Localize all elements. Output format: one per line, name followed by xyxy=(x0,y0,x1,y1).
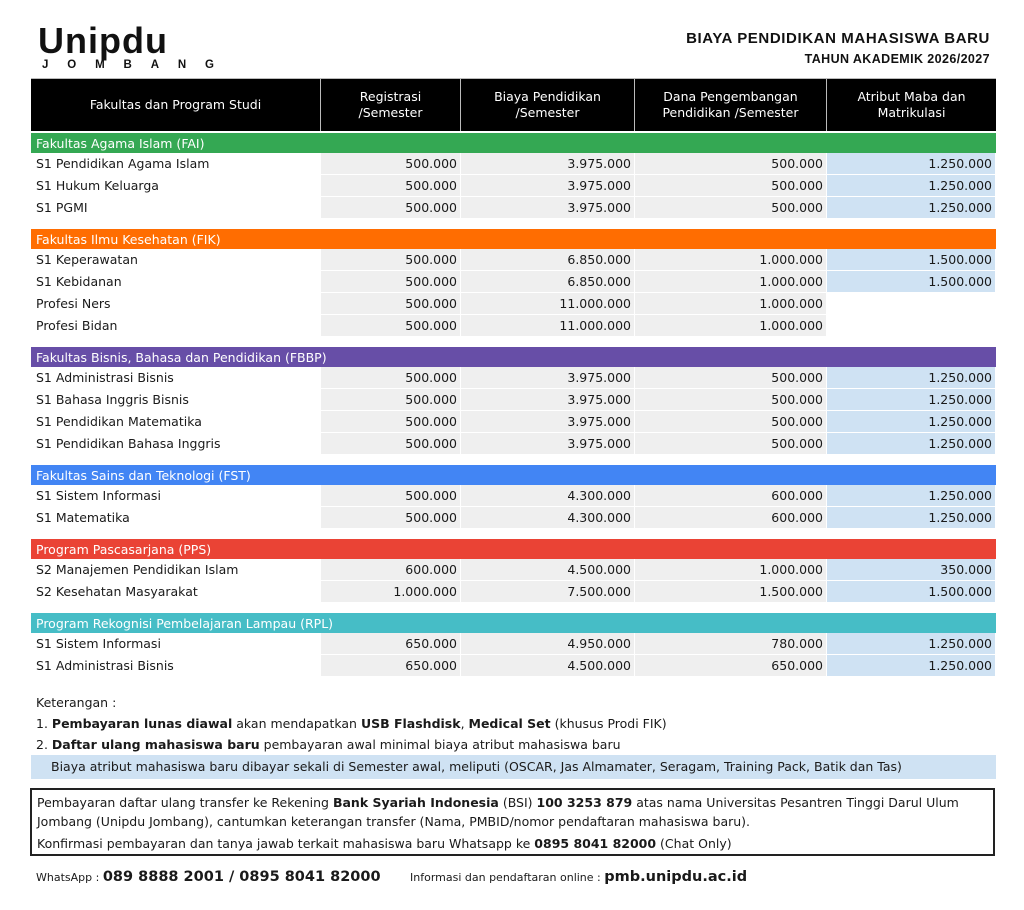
dana-value: 500.000 xyxy=(635,175,827,197)
biaya-value: 11.000.000 xyxy=(461,293,635,315)
atribut-value: 1.250.000 xyxy=(827,197,996,219)
program-name: Profesi Bidan xyxy=(31,315,321,337)
table-row xyxy=(31,389,996,411)
faculty-name: Program Rekognisi Pembelajaran Lampau (RPL) xyxy=(31,611,996,633)
atribut-value: 1.250.000 xyxy=(827,485,996,507)
table-row xyxy=(31,271,996,293)
col-header-atribut: Atribut Maba dan Matrikulasi xyxy=(827,78,996,131)
registrasi-value: 500.000 xyxy=(321,175,461,197)
academic-year: TAHUN AKADEMIK 2026/2027 xyxy=(804,52,990,66)
atribut-value: 1.500.000 xyxy=(827,271,996,293)
atribut-value xyxy=(827,293,996,315)
spacer-row xyxy=(31,529,996,537)
atribut-value: 1.250.000 xyxy=(827,655,996,677)
biaya-value: 11.000.000 xyxy=(461,315,635,337)
atribut-value: 1.250.000 xyxy=(827,411,996,433)
logo-letter: M xyxy=(95,59,105,71)
dana-value: 500.000 xyxy=(635,367,827,389)
program-name: S1 Sistem Informasi xyxy=(31,485,321,507)
table-row xyxy=(31,367,996,389)
table-row xyxy=(31,581,996,603)
atribut-value: 1.250.000 xyxy=(827,389,996,411)
registrasi-value: 500.000 xyxy=(321,433,461,455)
program-name: S1 Pendidikan Bahasa Inggris xyxy=(31,433,321,455)
atribut-value: 1.250.000 xyxy=(827,433,996,455)
program-name: S1 Matematika xyxy=(31,507,321,529)
biaya-value: 3.975.000 xyxy=(461,175,635,197)
program-name: S2 Kesehatan Masyarakat xyxy=(31,581,321,603)
registrasi-value: 650.000 xyxy=(321,633,461,655)
biaya-value: 7.500.000 xyxy=(461,581,635,603)
dana-value: 1.000.000 xyxy=(635,559,827,581)
biaya-value: 6.850.000 xyxy=(461,271,635,293)
program-name: S1 PGMI xyxy=(31,197,321,219)
atribut-value: 1.250.000 xyxy=(827,175,996,197)
faculty-header-row xyxy=(31,463,996,485)
registration-info: Informasi dan pendaftaran online : pmb.unipdu.ac.id xyxy=(410,869,748,885)
payment-instructions: Pembayaran daftar ulang transfer ke Rekening Bank Syariah Indonesia (BSI) 100 3253 879 atas nama Universitas Pesantren Tinggi Darul Ulum Jombang (Unipdu Jombang), cantumkan keterangan transfer (Nama, PMBID/nomor pendaftaran mahasiswa baru). xyxy=(37,795,959,829)
atribut-value: 1.500.000 xyxy=(827,249,996,271)
biaya-value: 3.975.000 xyxy=(461,153,635,175)
program-name: S1 Hukum Keluarga xyxy=(31,175,321,197)
fee-table-body xyxy=(31,131,996,677)
program-name: S1 Keperawatan xyxy=(31,249,321,271)
dana-value: 1.000.000 xyxy=(635,271,827,293)
col-header-program: Fakultas dan Program Studi xyxy=(31,78,321,131)
logo-letter: O xyxy=(67,59,77,71)
program-name: S1 Sistem Informasi xyxy=(31,633,321,655)
registrasi-value: 500.000 xyxy=(321,293,461,315)
table-row xyxy=(31,315,996,337)
table-row xyxy=(31,175,996,197)
col-header-registrasi: Registrasi /Semester xyxy=(321,78,461,131)
spacer-row xyxy=(31,603,996,611)
unipdu-logo xyxy=(38,20,220,71)
whatsapp-contact: WhatsApp : 089 8888 2001 / 0895 8041 82000 xyxy=(36,869,381,885)
table-row xyxy=(31,293,996,315)
spacer-row xyxy=(31,455,996,463)
fee-table xyxy=(31,78,996,677)
biaya-value: 3.975.000 xyxy=(461,411,635,433)
registrasi-value: 500.000 xyxy=(321,197,461,219)
bank-account-number: 100 3253 879 xyxy=(536,795,633,810)
biaya-value: 3.975.000 xyxy=(461,433,635,455)
col-header-dana: Dana Pengembangan Pendidikan /Semester xyxy=(635,78,827,131)
registrasi-value: 650.000 xyxy=(321,655,461,677)
biaya-value: 4.300.000 xyxy=(461,485,635,507)
program-name: S1 Pendidikan Agama Islam xyxy=(31,153,321,175)
registrasi-value: 500.000 xyxy=(321,367,461,389)
faculty-header-row xyxy=(31,227,996,249)
registrasi-value: 500.000 xyxy=(321,411,461,433)
program-name: S1 Bahasa Inggris Bisnis xyxy=(31,389,321,411)
atribut-value: 1.250.000 xyxy=(827,367,996,389)
payment-info-box xyxy=(30,788,995,856)
page-title-block xyxy=(686,30,990,66)
logo-letter: J xyxy=(42,59,49,71)
registrasi-value: 1.000.000 xyxy=(321,581,461,603)
table-row xyxy=(31,485,996,507)
biaya-value: 6.850.000 xyxy=(461,249,635,271)
table-row xyxy=(31,411,996,433)
faculty-name: Program Pascasarjana (PPS) xyxy=(31,537,996,559)
spacer-row xyxy=(31,337,996,345)
dana-value: 600.000 xyxy=(635,485,827,507)
table-header-row xyxy=(31,78,996,131)
logo-letter: G xyxy=(205,59,214,71)
faculty-name: Fakultas Bisnis, Bahasa dan Pendidikan (FBBP) xyxy=(31,345,996,367)
registrasi-value: 500.000 xyxy=(321,507,461,529)
dana-value: 780.000 xyxy=(635,633,827,655)
col-header-biaya: Biaya Pendidikan /Semester xyxy=(461,78,635,131)
table-row xyxy=(31,507,996,529)
faculty-header-row xyxy=(31,611,996,633)
program-name: S2 Manajemen Pendidikan Islam xyxy=(31,559,321,581)
biaya-value: 4.500.000 xyxy=(461,655,635,677)
note-item-2: 2. Daftar ulang mahasiswa baru pembayaran awal minimal biaya atribut mahasiswa baru xyxy=(36,737,621,752)
biaya-value: 3.975.000 xyxy=(461,389,635,411)
table-row xyxy=(31,249,996,271)
dana-value: 500.000 xyxy=(635,197,827,219)
registrasi-value: 500.000 xyxy=(321,153,461,175)
dana-value: 600.000 xyxy=(635,507,827,529)
program-name: S1 Administrasi Bisnis xyxy=(31,655,321,677)
atribut-value: 1.250.000 xyxy=(827,633,996,655)
faculty-name: Fakultas Agama Islam (FAI) xyxy=(31,131,996,153)
atribut-value: 350.000 xyxy=(827,559,996,581)
dana-value: 650.000 xyxy=(635,655,827,677)
atribut-value: 1.250.000 xyxy=(827,507,996,529)
table-row xyxy=(31,197,996,219)
program-name: S1 Pendidikan Matematika xyxy=(31,411,321,433)
dana-value: 1.500.000 xyxy=(635,581,827,603)
biaya-value: 3.975.000 xyxy=(461,197,635,219)
atribut-value: 1.500.000 xyxy=(827,581,996,603)
logo-wordmark: Unipdu xyxy=(38,20,168,61)
program-name: Profesi Ners xyxy=(31,293,321,315)
table-row xyxy=(31,633,996,655)
logo-letter: A xyxy=(150,59,160,71)
table-row xyxy=(31,153,996,175)
notes-heading: Keterangan : xyxy=(36,695,117,710)
payment-confirmation: Konfirmasi pembayaran dan tanya jawab terkait mahasiswa baru Whatsapp ke 0895 8041 82000 (Chat Only) xyxy=(37,836,732,851)
biaya-value: 4.300.000 xyxy=(461,507,635,529)
registrasi-value: 600.000 xyxy=(321,559,461,581)
whatsapp-numbers: 089 8888 2001 / 0895 8041 82000 xyxy=(102,869,381,885)
atribut-value: 1.250.000 xyxy=(827,153,996,175)
dana-value: 500.000 xyxy=(635,411,827,433)
notes-section xyxy=(31,692,996,779)
faculty-header-row xyxy=(31,537,996,559)
dana-value: 500.000 xyxy=(635,389,827,411)
table-row xyxy=(31,559,996,581)
confirm-phone: 0895 8041 82000 xyxy=(534,836,657,851)
dana-value: 500.000 xyxy=(635,153,827,175)
faculty-name: Fakultas Sains dan Teknologi (FST) xyxy=(31,463,996,485)
page-title: BIAYA PENDIDIKAN MAHASISWA BARU xyxy=(686,30,990,47)
table-row xyxy=(31,433,996,455)
biaya-value: 4.950.000 xyxy=(461,633,635,655)
dana-value: 500.000 xyxy=(635,433,827,455)
logo-letter: N xyxy=(177,59,187,71)
biaya-value: 4.500.000 xyxy=(461,559,635,581)
faculty-header-row xyxy=(31,131,996,153)
website-link[interactable]: pmb.unipdu.ac.id xyxy=(604,869,748,885)
table-row xyxy=(31,655,996,677)
registrasi-value: 500.000 xyxy=(321,271,461,293)
atribut-value xyxy=(827,315,996,337)
dana-value: 1.000.000 xyxy=(635,293,827,315)
program-name: S1 Administrasi Bisnis xyxy=(31,367,321,389)
registrasi-value: 500.000 xyxy=(321,249,461,271)
program-name: S1 Kebidanan xyxy=(31,271,321,293)
faculty-header-row xyxy=(31,345,996,367)
logo-letter: B xyxy=(123,59,132,71)
dana-value: 1.000.000 xyxy=(635,315,827,337)
registrasi-value: 500.000 xyxy=(321,315,461,337)
registrasi-value: 500.000 xyxy=(321,485,461,507)
faculty-name: Fakultas Ilmu Kesehatan (FIK) xyxy=(31,227,996,249)
dana-value: 1.000.000 xyxy=(635,249,827,271)
spacer-row xyxy=(31,219,996,227)
registrasi-value: 500.000 xyxy=(321,389,461,411)
note-item-1: 1. Pembayaran lunas diawal akan mendapatkan USB Flashdisk, Medical Set (khusus Prodi FIK) xyxy=(36,716,667,731)
biaya-value: 3.975.000 xyxy=(461,367,635,389)
note-highlight: Biaya atribut mahasiswa baru dibayar sekali di Semester awal, meliputi (OSCAR, Jas Almamater, Seragam, Training Pack, Batik dan Tas) xyxy=(31,755,996,779)
